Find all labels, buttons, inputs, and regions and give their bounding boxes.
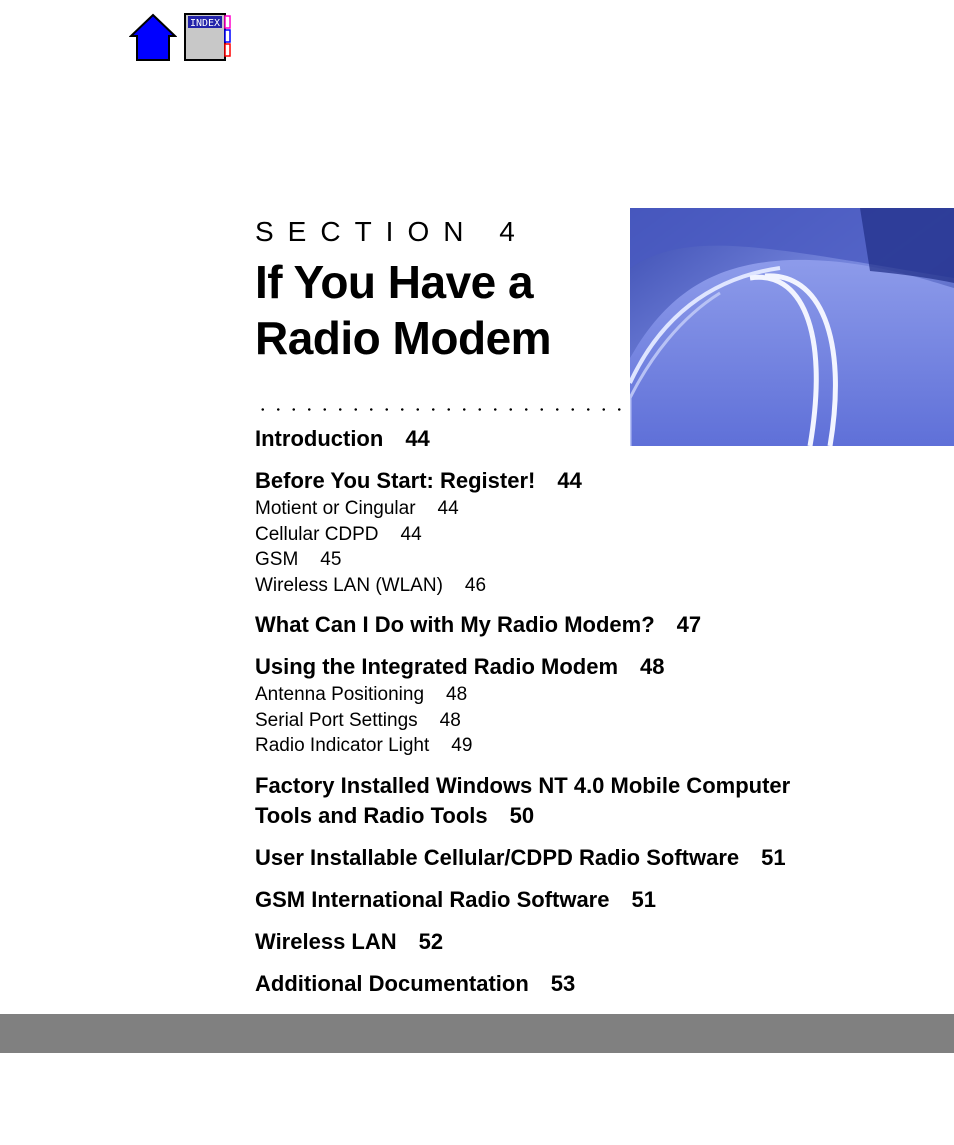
toc-subentry-antenna[interactable]: Antenna Positioning 48 (255, 684, 468, 705)
toc-page-number: 51 (761, 844, 786, 870)
toc-subentry-serial-port[interactable]: Serial Port Settings 48 (255, 709, 461, 731)
home-icon[interactable] (129, 12, 177, 62)
toc-page-number: 45 (320, 549, 342, 570)
index-icon[interactable] (183, 12, 231, 62)
toc-page-number: 47 (676, 612, 702, 637)
toc-page-number: 49 (451, 735, 473, 756)
svg-text:INDEX: INDEX (189, 18, 221, 29)
toc-entry-additional-docs[interactable]: Additional Documentation 53 (255, 970, 576, 996)
toc-page-number: 48 (439, 709, 461, 731)
toc-entry-factory-installed[interactable]: Factory Installed Windows NT 4.0 Mobile Computer Tools and Radio Tools 50 (255, 772, 791, 828)
page-title-line-2: Radio Modem (255, 312, 552, 364)
table-of-contents (255, 424, 855, 999)
toc-entry-what-can-i-do[interactable]: What Can I Do with My Radio Modem? 47 (255, 612, 702, 637)
toc-page-number: 51 (631, 886, 656, 912)
toc-entry-wireless-lan[interactable]: Wireless LAN 52 (255, 928, 444, 954)
toc-page-number: 44 (405, 426, 430, 451)
toc-subentry-motient[interactable]: Motient or Cingular 44 (255, 498, 459, 519)
toc-page-number: 52 (418, 928, 444, 954)
section-label: SECTION 4 (255, 216, 529, 247)
page-title-line-1: If You Have a (255, 256, 534, 308)
toc-page-number: 48 (640, 654, 665, 679)
nav-bar (129, 12, 231, 62)
toc-entry-introduction[interactable]: Introduction 44 (255, 426, 430, 451)
toc-page-number: 50 (509, 802, 535, 828)
toc-entry-gsm-international[interactable]: GSM International Radio Software 51 (255, 886, 656, 912)
toc-page-number: 44 (437, 498, 459, 519)
footer-band (0, 1014, 954, 1053)
toc-entry-integrated-radio-modem[interactable]: Using the Integrated Radio Modem 48 (255, 654, 665, 679)
toc-subentry-wlan[interactable]: Wireless LAN (WLAN) 46 (255, 574, 487, 596)
road-photo (630, 208, 954, 446)
toc-subentry-cellular-cdpd[interactable]: Cellular CDPD 44 (255, 523, 422, 545)
toc-page-number: 44 (557, 468, 582, 493)
toc-page-number: 53 (550, 970, 576, 996)
page-title (255, 254, 615, 366)
toc-entry-before-you-start[interactable]: Before You Start: Register! 44 (255, 468, 582, 493)
toc-page-number: 44 (400, 523, 422, 545)
toc-page-number: 48 (446, 684, 468, 705)
dotted-rule (255, 408, 627, 411)
toc-entry-user-installable[interactable]: User Installable Cellular/CDPD Radio Software 51 (255, 844, 786, 870)
toc-subentry-gsm[interactable]: GSM 45 (255, 549, 342, 570)
toc-subentry-indicator-light[interactable]: Radio Indicator Light 49 (255, 735, 473, 756)
toc-page-number: 46 (464, 574, 487, 596)
